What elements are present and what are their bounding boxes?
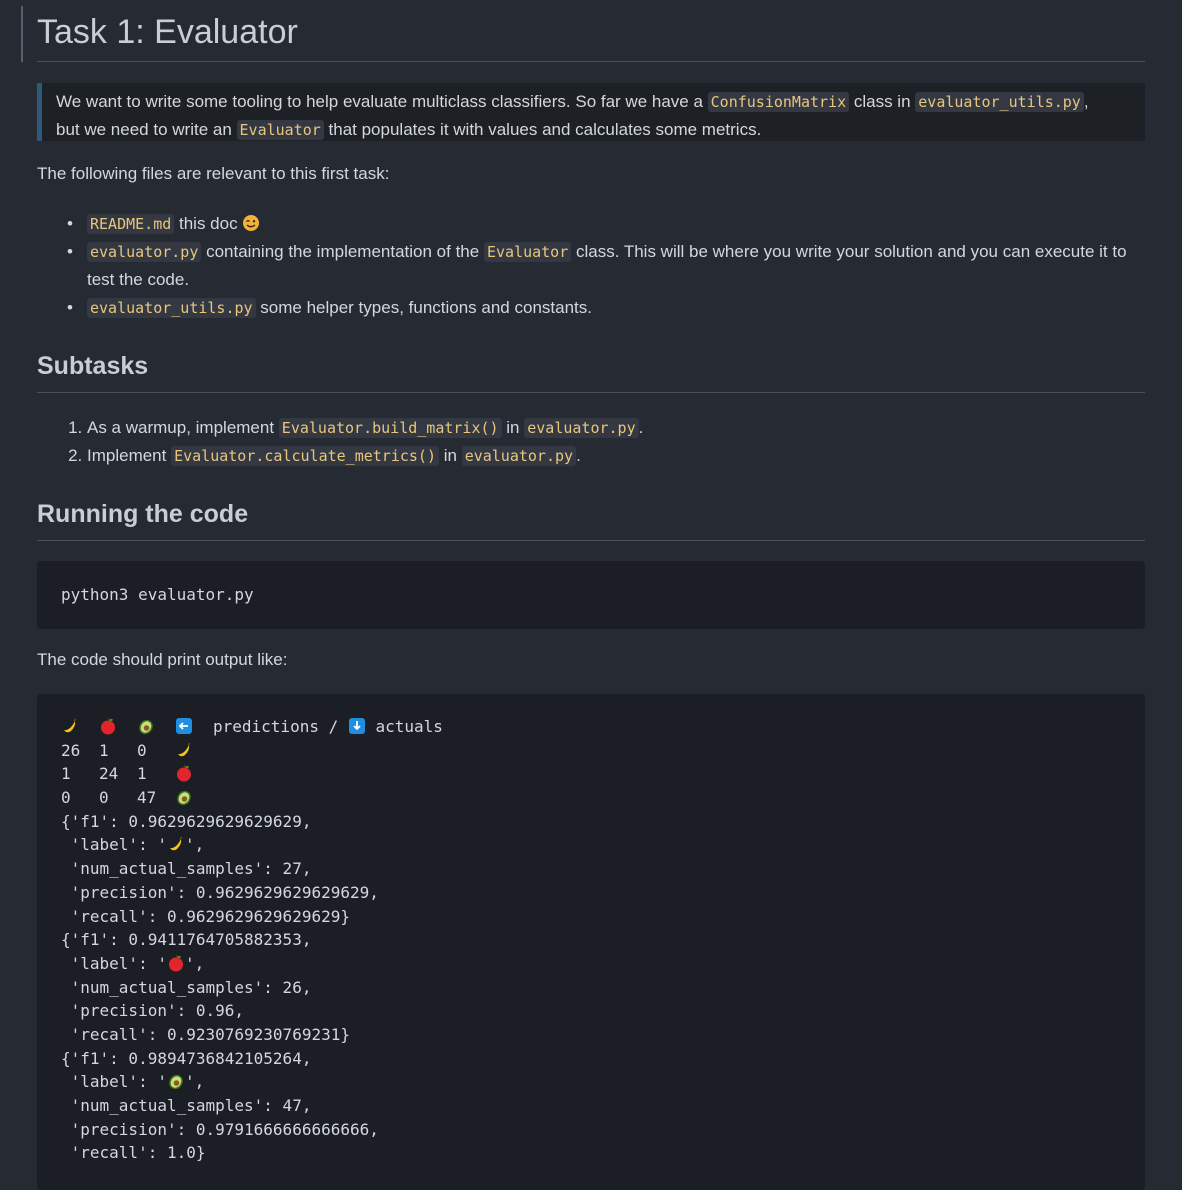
list-item: [87, 210, 1145, 238]
code-evaluator-py: evaluator.py: [462, 446, 576, 466]
document: [37, 0, 1145, 1163]
command-text: python3 evaluator.py: [61, 585, 254, 604]
matrix-cell: 26: [61, 740, 81, 760]
metric-line: {'f1': 0.9894736842105264,: [61, 1048, 312, 1068]
actuals-label: actuals: [365, 717, 443, 736]
list-item: [87, 414, 643, 442]
matrix-row: [61, 739, 1121, 763]
metric-line: 'num_actual_samples': 26,: [61, 977, 312, 997]
matrix-cell: 1: [137, 764, 147, 784]
output-codeblock[interactable]: [37, 694, 1145, 1190]
list-item-text: in: [501, 418, 525, 437]
metric-line: 'precision': 0.96,: [61, 1001, 245, 1021]
metric-text: 'label': ': [61, 1072, 167, 1092]
list-item-text: .: [576, 446, 581, 465]
callout: [37, 83, 1145, 141]
callout-text: We want to write some tooling to help evaluate multiclass classifiers. So far we have a: [56, 92, 708, 111]
subtasks-heading: Subtasks: [37, 352, 1145, 393]
metric-line: [61, 1070, 1121, 1094]
command-codeblock[interactable]: [37, 561, 1145, 629]
left-arrow-icon: [175, 717, 193, 735]
list-item: [87, 294, 1145, 322]
metric-line: 'precision': 0.9791666666666666,: [61, 1119, 379, 1139]
matrix-row: [61, 762, 1121, 786]
file-list: [37, 210, 1145, 322]
metric-line: 'precision': 0.9629629629629629,: [61, 882, 379, 902]
list-item-text: in: [439, 446, 462, 465]
matrix-cell: 1: [61, 764, 71, 784]
matrix-header: [61, 715, 1121, 739]
list-item-text: class. This will be where you write your solution and you can execute it to test the code.: [87, 242, 1127, 289]
matrix-cell: 0: [137, 740, 147, 760]
page-title: Task 1: Evaluator: [37, 0, 1145, 62]
code-calculate-metrics: Evaluator.calculate_metrics(): [171, 446, 439, 466]
metric-text: 'label': ': [61, 953, 167, 973]
list-item-text: .: [638, 418, 644, 437]
code-evaluator-utils: evaluator_utils.py: [915, 92, 1084, 112]
matrix-cell: 0: [61, 788, 71, 808]
matrix-cell: 24: [99, 764, 119, 784]
intro-text: The following files are relevant to this first task:: [37, 164, 390, 183]
list-item-text: containing the implementation of the: [201, 242, 484, 261]
code-evaluator-py: evaluator.py: [524, 418, 638, 438]
banana-icon: [167, 835, 185, 853]
subtask-list: [37, 414, 643, 470]
title-rule: [21, 6, 23, 62]
code-evaluator-py: evaluator.py: [87, 242, 201, 262]
callout-text: class in: [849, 92, 916, 111]
output-intro: The code should print output like:: [37, 650, 288, 669]
code-evaluator-utils: evaluator_utils.py: [87, 298, 256, 318]
list-item: [87, 442, 643, 470]
list-item: [87, 238, 1145, 294]
matrix-cell: 47: [137, 788, 157, 808]
list-item-text: this doc: [174, 214, 243, 233]
code-evaluator: Evaluator: [237, 120, 324, 140]
apple-icon: [99, 717, 117, 735]
metric-text: 'label': ': [61, 835, 167, 855]
banana-icon: [175, 741, 193, 759]
list-item-text: some helper types, functions and constants.: [255, 298, 592, 317]
metric-line: 'num_actual_samples': 47,: [61, 1096, 312, 1115]
callout-text: that populates it with values and calculates some metrics.: [323, 120, 762, 139]
callout-text: ,: [1083, 92, 1089, 111]
metric-text: ',: [184, 1072, 205, 1092]
running-heading: Running the code: [37, 500, 1145, 541]
avocado-icon: [175, 788, 193, 806]
callout-text: but we need to write an: [56, 120, 237, 139]
code-evaluator: Evaluator: [484, 242, 571, 262]
predictions-label: predictions /: [213, 717, 348, 736]
code-build-matrix: Evaluator.build_matrix(): [279, 418, 502, 438]
list-item-text: As a warmup, implement: [87, 418, 279, 437]
avocado-icon: [167, 1072, 185, 1090]
down-arrow-icon: [348, 717, 366, 735]
metric-line: {'f1': 0.9411764705882353,: [61, 930, 312, 950]
metric-line: 'recall': 0.9629629629629629}: [61, 906, 350, 926]
metric-line: 'num_actual_samples': 27,: [61, 859, 312, 879]
apple-icon: [175, 764, 193, 782]
metric-line: {'f1': 0.9629629629629629,: [61, 811, 312, 831]
matrix-row: [61, 786, 1121, 810]
avocado-icon: [137, 717, 155, 735]
metric-line: 'recall': 1.0}: [61, 1143, 206, 1163]
metric-text: ',: [184, 953, 205, 973]
matrix-cell: 1: [99, 740, 109, 760]
wink-face-icon: [242, 214, 260, 232]
list-item-text: Implement: [87, 446, 172, 465]
banana-icon: [61, 717, 79, 735]
metric-line: [61, 952, 1121, 976]
metric-line: [61, 833, 1121, 857]
code-confusionmatrix: ConfusionMatrix: [708, 92, 849, 112]
metric-line: 'recall': 0.9230769230769231}: [61, 1024, 350, 1044]
apple-icon: [167, 954, 185, 972]
matrix-cell: 0: [99, 788, 109, 808]
metric-text: ',: [184, 835, 205, 855]
code-readme: README.md: [87, 214, 174, 234]
